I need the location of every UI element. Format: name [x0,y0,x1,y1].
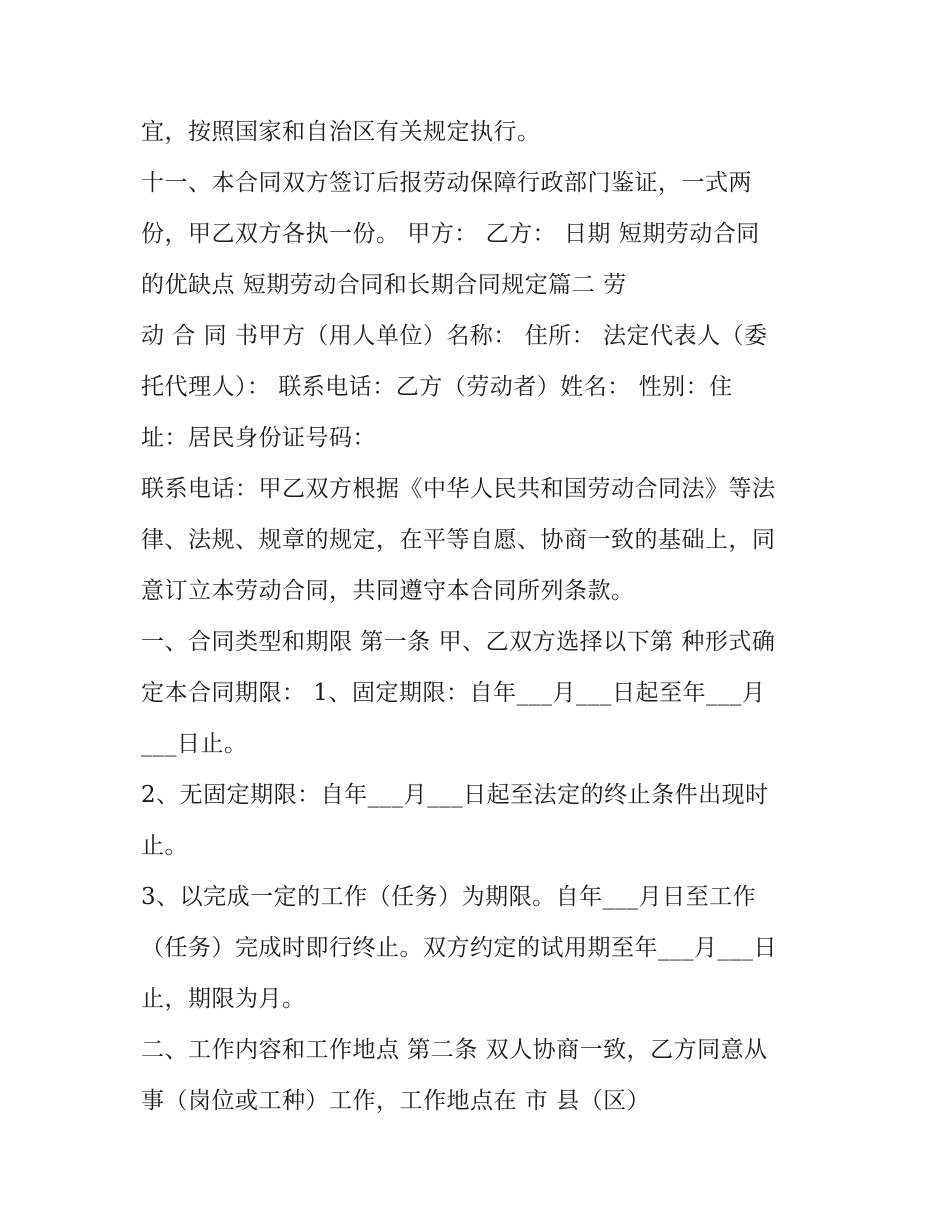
text-line: 宜，按照国家和自治区有关规定执行。 [141,119,541,145]
contract-text [141,107,841,1127]
text-line: 址：居民身份证号码： [141,425,376,451]
text-line: 联系电话：甲乙双方根据《中华人民共和国劳动合同法》等法 [141,476,776,502]
text-line: 止。 [141,833,188,859]
text-line: 意订立本劳动合同，共同遵守本合同所列条款。 [141,578,635,604]
text-line: 律、法规、规章的规定，在平等自愿、协商一致的基础上，同 [141,527,776,553]
text-line: 托代理人）： 联系电话：乙方（劳动者）姓名： 性别：住 [141,374,733,400]
text-line: 动 合 同 书甲方（用人单位）名称： 住所： 法定代表人（委 [141,323,768,349]
text-line: 2、无固定期限：自年___月___日起至法定的终止条件出现时 [141,782,769,808]
text-line: 定本合同期限： 1、固定期限：自年___月___日起至年___月 [141,680,766,706]
text-line: （任务）完成时即行终止。双方约定的试用期至年___月___日 [141,935,777,961]
text-line: 的优缺点 短期劳动合同和长期合同规定篇二 劳 [141,272,627,298]
text-line: 一、合同类型和期限 第一条 甲、乙双方选择以下第 种形式确 [141,629,776,655]
text-line: 止，期限为月。 [141,986,306,1012]
text-line: 十一、本合同双方签订后报劳动保障行政部门鉴证，一式两 [141,170,752,196]
text-line: 事（岗位或工种）工作，工作地点在 市 县（区） [141,1088,651,1114]
text-line: 3、以完成一定的工作（任务）为期限。自年___月日至工作 [141,884,757,910]
text-line: 份，甲乙双方各执一份。 甲方： 乙方： 日期 短期劳动合同 [141,221,760,247]
text-line: 二、工作内容和工作地点 第二条 双人协商一致，乙方同意从 [141,1037,768,1063]
text-line: ___日止。 [141,731,248,757]
